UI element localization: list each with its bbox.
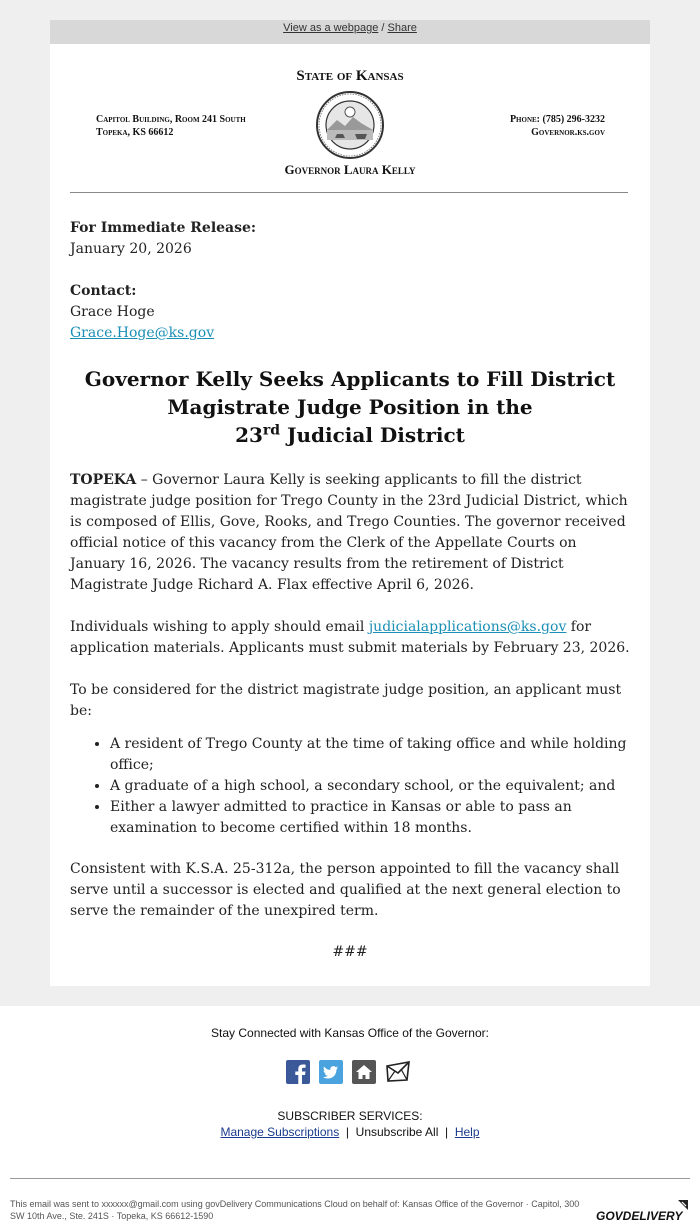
list-item: • A graduate of a high school, a secondary school, or the equivalent; and: [110, 776, 630, 797]
unsubscribe-all-link[interactable]: Unsubscribe All: [355, 1125, 439, 1139]
office-address: [96, 113, 246, 139]
stay-connected-text: Stay Connected with Kansas Office of the Governor:: [211, 1026, 489, 1040]
address-line-1: Capitol Building, Room 241 South: [96, 114, 246, 125]
headline-line-1: Governor Kelly Seeks Applicants to Fill District Magistrate Judge Position in the: [84, 367, 616, 419]
letterhead-divider: [70, 192, 628, 193]
list-item: • A resident of Trego County at the time of taking office and while holding office;: [110, 734, 630, 776]
release-label: For Immediate Release:: [70, 220, 257, 236]
paragraph-2-text-before: Individuals wishing to apply should email: [70, 619, 369, 635]
top-bar: [50, 20, 650, 44]
share-link[interactable]: Share: [387, 22, 417, 34]
address-line-2: Topeka, KS 66612: [96, 127, 174, 138]
website: Governor.ks.gov: [531, 127, 605, 138]
paragraph-2: [70, 617, 630, 659]
footer-divider: [10, 1178, 690, 1179]
email-icon[interactable]: [385, 1060, 411, 1084]
help-link[interactable]: Help: [454, 1125, 480, 1139]
office-contact: [510, 113, 605, 139]
home-icon[interactable]: [352, 1060, 376, 1084]
separator: |: [445, 1125, 449, 1139]
govdelivery-logo[interactable]: [596, 1198, 692, 1224]
dateline: TOPEKA: [70, 472, 137, 488]
state-title: State of Kansas: [296, 68, 404, 84]
paragraph-1-text: – Governor Laura Kelly is seeking applicants to fill the district magistrate judge position for Trego County in the 23rd Judicial District, which is composed of Ellis, Gove, Rooks, and Trego Counties. The governor received official notice of this vacancy from the Clerk of the Appellate Courts on January 16, 2026. The vacancy results from the retirement of District Magistrate Judge Richard A. Flax effective April 6, 2026.: [70, 472, 628, 593]
paragraph-4: Consistent with K.S.A. 25-312a, the person appointed to fill the vacancy shall serve until a successor is elected and qualified at the next general election to serve the remainder of the unexpired term.: [70, 861, 621, 919]
end-mark: ###: [332, 944, 368, 960]
headline-ordinal: 23: [235, 423, 263, 447]
brand-text: GOVDELIVERY: [596, 1209, 683, 1223]
manage-subscriptions-link[interactable]: Manage Subscriptions: [220, 1125, 340, 1139]
contact-email-link[interactable]: Grace.Hoge@ks.gov: [70, 325, 215, 341]
subscriber-services-label: SUBSCRIBER SERVICES:: [277, 1109, 423, 1123]
paragraph-1: [70, 470, 630, 596]
headline: [70, 365, 630, 449]
topbar-separator: /: [381, 22, 385, 34]
paragraph-3: To be considered for the district magistrate judge position, an applicant must be:: [70, 682, 622, 719]
press-release-body: [70, 218, 630, 963]
separator: |: [345, 1125, 349, 1139]
phone-number: Phone: (785) 296-3232: [509, 114, 605, 125]
contact-label: Contact:: [70, 283, 137, 299]
list-item: • Either a lawyer admitted to practice in Kansas or able to pass an examination to become certified within 18 months.: [110, 797, 630, 839]
disclaimer: This email was sent to xxxxxx@gmail.com using govDelivery Communications Cloud on behalf of: Kansas Office of the Governor · Capitol, 300 SW 10th Ave., Ste. 241S · Topeka, KS 66612-1590: [10, 1199, 580, 1221]
release-date: January 20, 2026: [70, 241, 192, 257]
governor-name: Governor Laura Kelly: [284, 162, 416, 177]
email-card: [50, 44, 650, 986]
view-as-webpage-link[interactable]: View as a webpage: [283, 22, 379, 34]
facebook-icon[interactable]: [286, 1060, 310, 1084]
headline-line-3: Judicial District: [287, 423, 465, 447]
headline-ordinal-suffix: rd: [262, 422, 281, 439]
subscriber-links: [0, 1124, 700, 1140]
judicial-applications-email-link[interactable]: judicialapplications@ks.gov: [368, 619, 567, 635]
paragraph-2-text-after: for application materials. Applicants must submit materials by February 23, 2026.: [70, 619, 630, 656]
contact-name: Grace Hoge: [70, 304, 155, 320]
subscriber-services: [0, 1108, 700, 1140]
twitter-icon[interactable]: [319, 1060, 343, 1084]
kansas-seal-icon: [315, 90, 385, 160]
requirements-list: [70, 734, 630, 839]
